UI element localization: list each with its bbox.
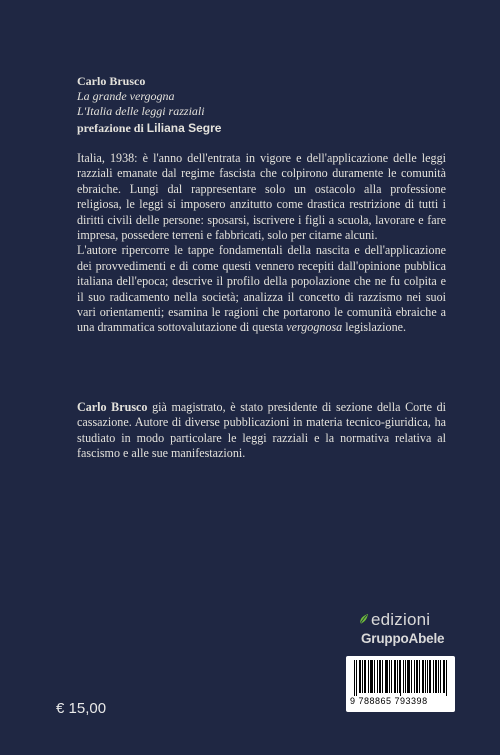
preface-label: prefazione di [77, 121, 144, 135]
book-header [77, 74, 437, 136]
description-paragraph-2-main: L'autore ripercorre le tappe fondamentali della nascita e dell'applicazione dei provvedimenti e di come questi vennero recepiti dall'opinione pubblica italiana dell'epoca; descrive il profilo della popolazione che ne fu colpita e il suo radicamento nella società; analizza il concetto di razzismo nei suoi vari orientamenti; esamina le ragioni che portarono le comunità ebraiche a una drammatica sottovalutazione di questa [77, 243, 446, 335]
isbn-digits: 9 788865 793398 [350, 696, 428, 706]
book-title: La grande vergogna [77, 89, 175, 103]
bio-author-name: Carlo Brusco [77, 400, 148, 414]
publisher-line-2: GruppoAbele [361, 631, 445, 646]
description-paragraph-2 [77, 243, 446, 335]
leaf-logo-icon [357, 612, 371, 626]
author-name: Carlo Brusco [77, 74, 146, 88]
price-label: € 15,00 [56, 700, 107, 717]
publisher-logo [357, 610, 457, 650]
description-paragraph-1: Italia, 1938: è l'anno dell'entrata in vigore e dell'applicazione delle leggi razziali emanate dal regime fascista che colpirono duramente le comunità ebraiche. Lungi dal rappresentare solo un ostacolo alla professione religiosa, le leggi si imposero anzitutto come drastica restrizione di tutti i diritti civili delle persone: sposarsi, iscrivere i figli a scuola, lavorare e fare impresa, possedere terreni e fabbricati, solo per citarne alcuni. [77, 151, 446, 243]
isbn-barcode [346, 656, 455, 712]
preface-author: Liliana Segre [146, 121, 222, 135]
description-paragraph-2-end: legislazione. [345, 320, 407, 335]
author-bio [77, 400, 446, 462]
description-emphasis: vergognosa [286, 320, 343, 335]
publisher-line-1: edizioni [371, 610, 431, 629]
book-subtitle: L'Italia delle leggi razziali [77, 104, 205, 118]
bio-text: già magistrato, è stato presidente di sezione della Corte di cassazione. Autore di diverse pubblicazioni in materia tecnico-giuridica, ha studiato in modo particolare le leggi razziali e la normativa relativa al fascismo e alle sue manifestazioni. [77, 400, 446, 461]
preface-credit [77, 121, 437, 136]
barcode-bars-icon [354, 660, 448, 696]
bio-paragraph [77, 400, 446, 462]
book-description [77, 151, 446, 336]
